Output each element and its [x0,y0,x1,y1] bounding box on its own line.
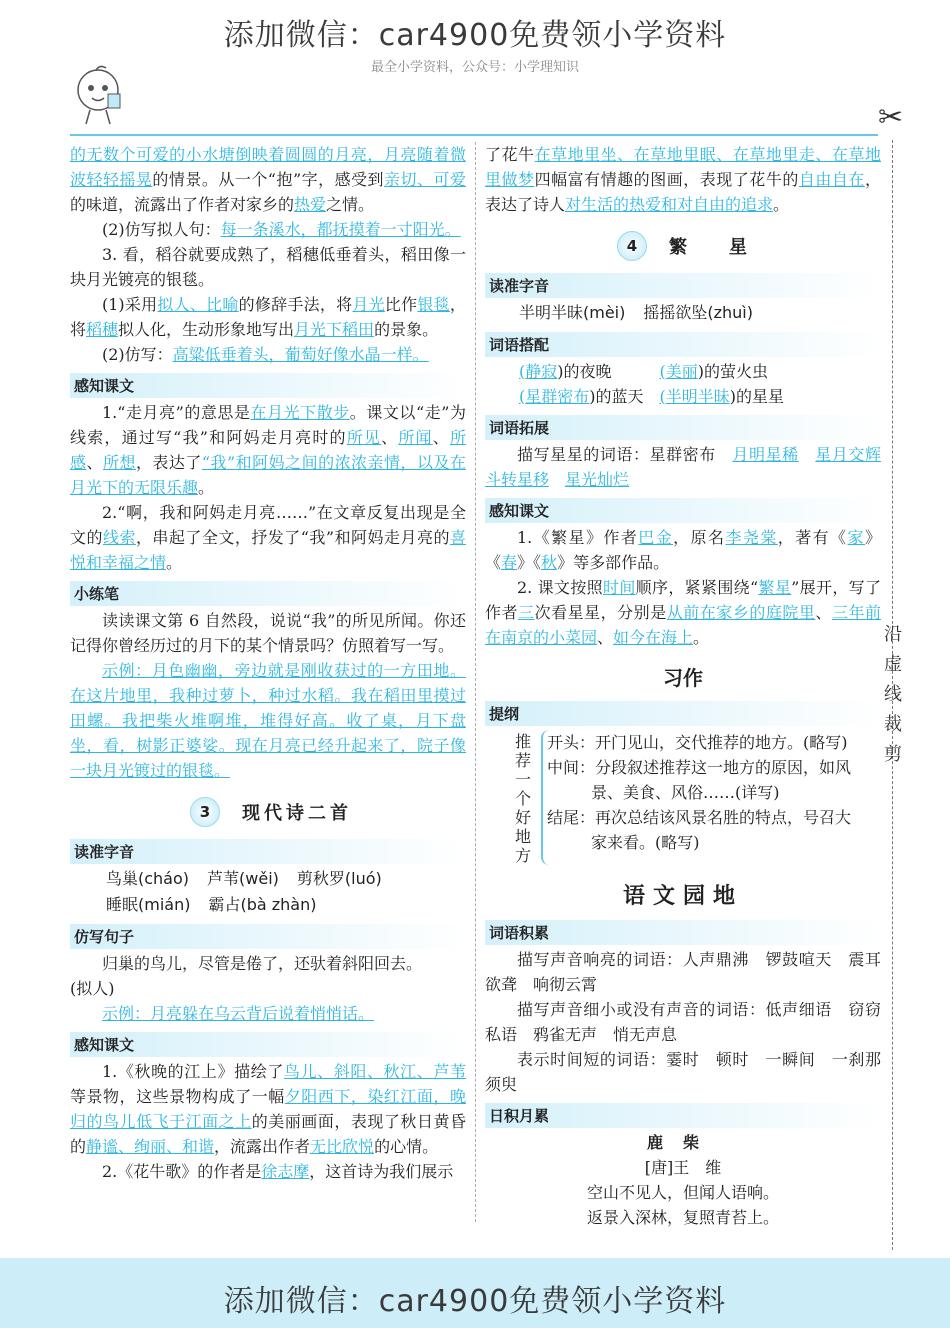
jilei-1: 描写声音响亮的词语：人声鼎沸 锣鼓喧天 震耳欲聋 响彻云霄 [485,950,881,994]
xizuo-heading: 习作 [663,666,703,690]
section-heading: 感知课文 [485,498,881,523]
ganzhi-2: 2.“啊，我和阿妈走月亮……”在文章反复出现是全文的线索，串起了全文，抒发了“我”和阿妈走月亮的喜悦和幸福之情。 [70,503,466,572]
question-3: 3. 看，稻谷就要成熟了，稻穗低垂着头，稻田像一块月光镀亮的银毯。 [70,245,466,289]
outline-label: 推荐一个好地方 [515,732,532,865]
bottom-banner: 添加微信：car4900免费领小学资料 [223,1284,727,1319]
question-3-2: (2)仿写：高粱低垂着头，葡萄好像水晶一样。 [102,345,429,364]
yuandi-heading: 语文园地 [622,883,743,909]
jilei-2: 描写声音细小或没有声音的词语：低声细语 窃窃私语 鸦雀无声 悄无声息 [485,1000,881,1044]
pinyin-row: 鸟巢(cháo) 芦苇(wěi) 剪秋罗(luó) [106,869,382,888]
lianbi-question: 读读课文第 6 自然段，说说“我”的所见所闻。你还记得你曾经历过的月下的某个情景吗？仿照着写一写。 [70,611,466,655]
fangxie-answer: 示例：月亮躲在乌云背后说着悄悄话。 [102,1004,375,1023]
tuozhan-words: 描写星星的词语：星群密布 月明星稀 星月交辉 斗转星移 星光灿烂 [485,445,881,489]
pinyin-row: 睡眠(mián) 霸占(bà zhàn) [106,895,317,914]
section-heading: 词语搭配 [485,332,881,357]
poem-line: 空山不见人，但闻人语响。 [586,1183,779,1202]
section-heading: 读准字音 [70,839,466,864]
fangxie-question: 归巢的鸟儿，尽管是倦了，还驮着斜阳回去。 [102,954,423,973]
lesson-4-heading [617,231,881,261]
outline-item: 结尾：再次总结该风景名胜的特点，号召大 [547,808,852,827]
top-banner: 添加微信：car4900免费领小学资料 [223,18,727,53]
poem [485,1130,881,1230]
ganzhi-1: 1.“走月亮”的意思是在月光下散步。课文以“走”为线索，通过写“我”和阿妈走月亮时的所见、所闻、所感、所想，表达了“我”和阿妈之间的浓浓亲情，以及在月光下的无限乐趣。 [70,403,466,497]
kewen-2-continued: 了花牛在草地里坐、在草地里眠、在草地里走、在草地里做梦四幅富有情趣的图画，表现了花牛的自由自在，表达了诗人对生活的热爱和对自由的追求。 [485,145,881,214]
section-heading: 仿写句子 [70,924,466,949]
poem-line: 返景入深林，复照青苔上。 [586,1208,779,1227]
outline-item: 景、美食、风俗……(详写) [591,783,780,802]
section-heading: 词语积累 [485,920,881,945]
outline-item: 开头：开门见山，交代推荐的地方。(略写) [547,733,848,752]
outline-item: 中间：分段叙述推荐这一地方的原因，如风 [547,758,852,777]
continued-paragraph: 的无数个可爱的小水塘倒映着圆圆的月亮，月亮随着微波轻轻摇晃的情景。从一个“抱”字，感受到亲切、可爱的味道，流露出了作者对家乡的热爱之情。 [70,145,466,214]
scissors-icon: ✂ [878,100,904,135]
fangxie-tag: (拟人) [70,979,115,998]
section-heading: 小练笔 [70,581,466,606]
header-subtitle: 最全小学资料，公众号：小学理知识 [370,60,579,75]
lesson-3-heading [190,797,466,827]
fanxing-1: 1.《繁星》作者巴金，原名李尧棠，著有《家》《春》《秋》等多部作品。 [485,528,881,572]
section-heading: 日积月累 [485,1103,881,1128]
left-column [70,142,466,1184]
kewen-2: 2.《花牛歌》的作者是徐志摩，这首诗为我们展示 [102,1162,454,1181]
dapei-row: (静寂)的夜晚 (美丽)的萤火虫 [519,362,769,381]
jilei-3: 表示时间短的词语：霎时 顿时 一瞬间 一刹那 须臾 [485,1050,898,1094]
section-heading: 提纲 [485,701,881,726]
section-heading: 感知课文 [70,373,466,398]
lesson-title: 繁星 [669,237,789,258]
column-divider [475,142,476,1222]
outline [515,730,881,865]
outline-item: 家来看。(略写) [591,833,700,852]
dapei-row: (星群密布)的蓝天 (半明半昧)的星星 [519,387,785,406]
poem-author: [唐]王 维 [644,1158,722,1177]
exercise-2: (2)仿写拟人句：每一条溪水，都抚摸着一寸阳光。 [102,220,461,239]
top-rule [70,134,878,136]
kewen-1: 1.《秋晚的江上》描绘了鸟儿、斜阳、秋江、芦苇等景物，这些景物构成了一幅夕阳西下，染红江面，晚归的鸟儿低飞于江面之上的美丽画面，表现了秋日黄昏的静谧、绚丽、和谐，流露出作者无比欣悦的心情。 [70,1062,466,1156]
cut-instruction: 沿虚线裁剪 [884,624,902,765]
section-heading: 感知课文 [70,1032,466,1057]
mascot-icon [68,64,128,128]
outline-brace [541,730,851,865]
section-heading: 读准字音 [485,273,881,298]
section-heading: 词语拓展 [485,415,881,440]
lesson-number: 3 [190,797,220,827]
poem-title: 鹿柴 [646,1133,719,1152]
fanxing-2: 2. 课文按照时间顺序，紧紧围绕“繁星”展开，写了作者三次看星星，分别是从前在家乡的庭院里、三年前在南京的小菜园、如今在海上。 [485,578,881,647]
lesson-title: 现代诗二首 [242,803,352,824]
pinyin-row: 半明半昧(mèi) 摇摇欲坠(zhuì) [519,303,753,322]
lianbi-answer: 示例：月色幽幽，旁边就是刚收获过的一方田地。在这片地里，我种过萝卜，种过水稻。我在稻田里摸过田螺。我把柴火堆啊堆，堆得好高。收了桌，月下盘坐，看，树影正婆娑。现在月亮已经升起来了，院子像一块月光镀过的银毯。 [70,661,466,780]
lesson-number: 4 [617,231,647,261]
question-3-1: (1)采用拟人、比喻的修辞手法，将月光比作银毯，将稻穗拟人化，生动形象地写出月光下稻田的景象。 [70,295,466,339]
